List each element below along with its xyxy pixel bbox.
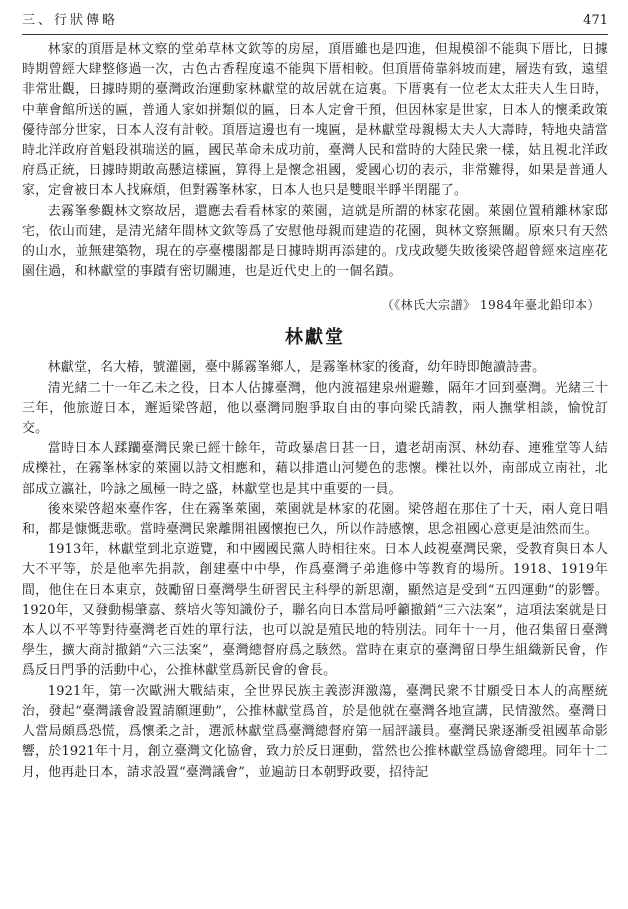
source-citation: （《林氏大宗譜》 1984年臺北鉛印本） [381, 298, 600, 313]
page-number: 471 [583, 13, 608, 28]
chapter-title: 三、行狀傳略 [22, 13, 119, 28]
paragraph: 去霧峯參觀林文察故居，還應去看看林家的萊園，這就是所謂的林家花園。萊園位置稍離林家邸宅，依山而建，是清光緒年間林文欽等爲了安慰他母親而建造的花園，與林文察無關。原來只有天然的山水，並無建築物，現在的亭臺樓閣都是日據時期再添建的。戊戌政變失敗後梁啓超曾經來這座花園住過，和林獻堂的事蹟有密切關連，也是近代史上的一個名蹟。 [22, 203, 608, 280]
running-header [22, 12, 608, 35]
paragraph: 1921年，第一次歐洲大戰結束，全世界民族主義澎湃激蕩，臺灣民衆不甘願受日本人的高壓統治，發起“臺灣議會設置請願運動”，公推林獻堂爲首，於是他就在臺灣各地宣講，民情激然。臺灣日人當局頗爲恐慌，爲懷柔之計，選派林獻堂爲臺灣總督府第一屆評議員。臺灣民衆逐漸受祖國革命影響，於1921年十月，創立臺灣文化協會，致力於反日運動，當然也公推林獻堂爲協會總理。同年十二月，他再赴日本，請求設置“臺灣議會”，並遍訪日本朝野政要，招待記 [22, 683, 608, 780]
paragraph: 1913年，林獻堂到北京遊覽，和中國國民黨人時相往來。日本人歧視臺灣民衆，受教育與日本人大不平等，於是他率先捐款，創建臺中中學，作爲臺灣子弟進修中等教育的場所。1918、1919年間，他住在日本東京，鼓勵留日臺灣學生研習民主科學的新思潮，顯然這是受到“五四運動”的影響。1920年，又發動楊肇嘉、蔡培火等知識份子，聯名向日本當局呼籲撤銷“三六法案”，這項法案就是日本人以不平等對待臺灣老百姓的單行法，也可以說是殖民地的特別法。同年十一月，他召集留日臺灣學生，擴大商討撤銷“六三法案”，臺灣總督府爲之駭然。當時在東京的臺灣留日學生組織新民會，作爲反日門爭的活動中心，公推林獻堂爲新民會的會長。 [22, 542, 608, 679]
page-body [22, 40, 608, 783]
paragraph: 清光緒二十一年乙未之役，日本人佔據臺灣，他内渡福建泉州避難，隔年才回到臺灣。光緒三十三年，他旅遊日本，邂逅梁啓超，他以臺灣同胞爭取自由的事向梁氏請教，兩人撫掌相談，愉悅訂交。 [22, 380, 608, 437]
paragraph: 當時日本人蹂躪臺灣民衆已經十餘年，苛政暴虐日甚一日，遺老胡南溟、林幼春、連雅堂等人結成櫟社，在霧峯林家的萊園以詩文相應和，藉以排遣山河變色的悲懷。櫟社以外，南部成立南社，北部成立瀛社，吟詠之風極一時之盛，林獻堂也是其中重要的一員。 [22, 441, 608, 497]
paragraph: 林家的頂厝是林文察的堂弟草林文欽等的房屋，頂厝雖也是四進，但規模卻不能與下厝比，日據時期曾經大肆整修過一次，古色古香程度遠不能與下厝相較。但頂厝倚靠斜坡而建，層迭有致，遠望非常壯觀，日據時期的臺灣政治運動家林獻堂的故居就在這裏。下厝裏有一位老太太莊夫人生日時，中華會館所送的匾，普通人家如拼類似的匾，日本人定會干預，但因林家是世家，日本人的懷柔政策優待部分世家，日本人沒有計較。頂厝這邊也有一塊匾，是林獻堂母親楊太夫人大壽時，特地央請當時北洋政府首魁段祺瑞送的匾，國民革命未成功前，臺灣人民和當時的大陸民衆一樣，姑且視北洋政府爲正統，日據時期敢高懸這樣匾，算得上是懷念祖國，愛國心切的表示，非常難得，如果是普通人家，定會被日本人找麻煩，但對霧峯林家，日本人也只是雙眼半睜半閉罷了。 [22, 42, 608, 199]
section-heading: 林獻堂 [285, 327, 345, 349]
paragraph: 後來梁啓超來臺作客，住在霧峯萊園，萊園就是林家的花園。梁啓超在那住了十天，兩人竟日唱和，都是慷慨悲歌。當時臺灣民衆離開祖國懷抱已久，所以作詩感懷，思念祖國心意更是油然而生。 [22, 501, 608, 538]
paragraph: 林獻堂，名大椿，號灌園，臺中縣霧峯鄉人，是霧峯林家的後裔，幼年時即飽讀詩書。 [47, 360, 546, 376]
